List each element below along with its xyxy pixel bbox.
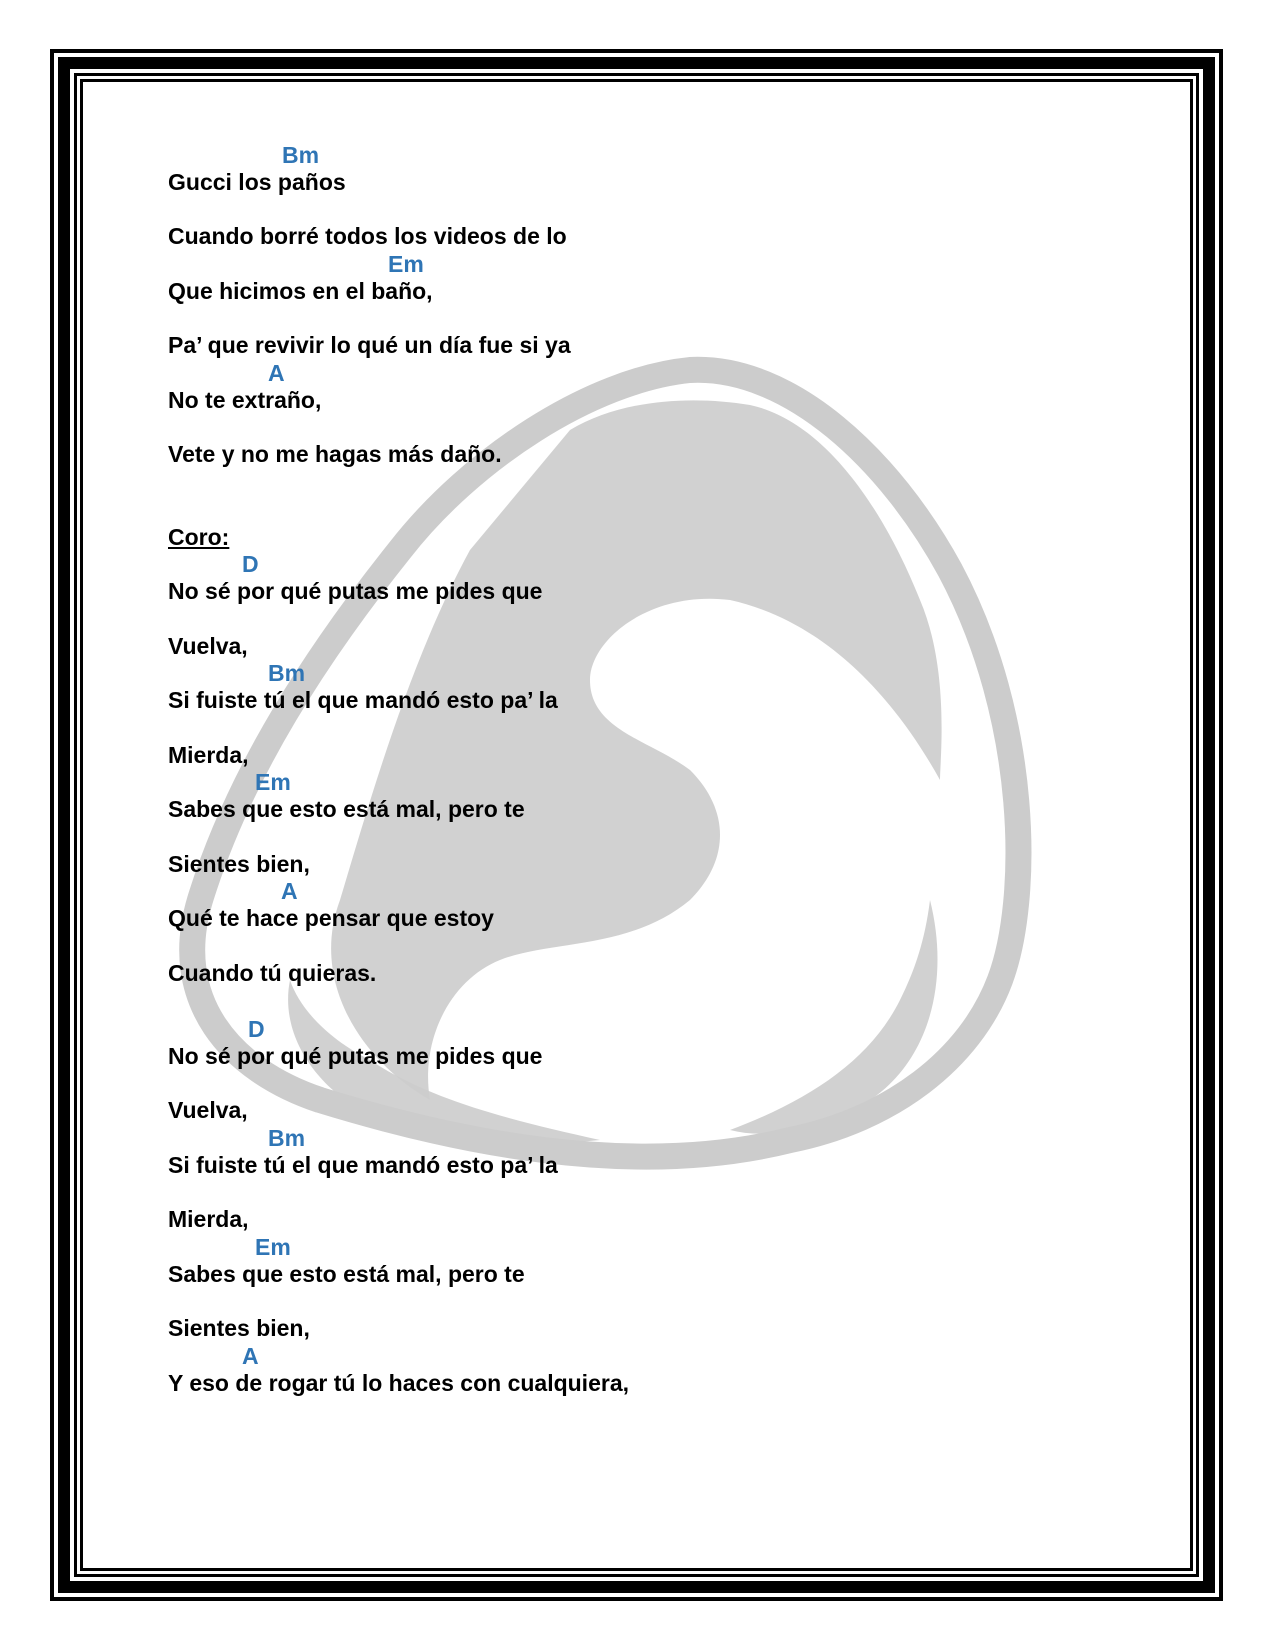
- lyric-line: No sé por qué putas me pides que: [168, 578, 543, 604]
- chord-label: Em: [255, 769, 291, 795]
- lyric-line: Qué te hace pensar que estoy: [168, 905, 494, 931]
- lyric-line: Si fuiste tú el que mandó esto pa’ la: [168, 687, 558, 713]
- section-heading: Coro:: [168, 524, 230, 550]
- lyric-line: Y eso de rogar tú lo haces con cualquiera,: [168, 1370, 629, 1396]
- lyric-line: Cuando borré todos los videos de lo: [168, 223, 567, 249]
- lyric-line: Que hicimos en el baño,: [168, 278, 433, 304]
- lyric-line: Vete y no me hagas más daño.: [168, 441, 502, 467]
- lyric-line: No te extraño,: [168, 387, 322, 413]
- chord-label: Em: [255, 1234, 291, 1260]
- lyric-line: Gucci los paños: [168, 169, 346, 195]
- lyric-line: Vuelva,: [168, 633, 248, 659]
- lyric-line: Cuando tú quieras.: [168, 960, 377, 986]
- lyric-line: Mierda,: [168, 742, 249, 768]
- lyric-line: No sé por qué putas me pides que: [168, 1043, 543, 1069]
- chord-label: Em: [388, 251, 424, 277]
- lyric-line: Si fuiste tú el que mandó esto pa’ la: [168, 1152, 558, 1178]
- chord-label: A: [268, 360, 285, 386]
- chord-label: Bm: [282, 142, 320, 168]
- lyric-line: Sientes bien,: [168, 1315, 310, 1341]
- lyric-line: Pa’ que revivir lo qué un día fue si ya: [168, 332, 571, 358]
- lyric-line: Sabes que esto está mal, pero te: [168, 1261, 525, 1287]
- lyric-line: Sabes que esto está mal, pero te: [168, 796, 525, 822]
- chord-label: Bm: [268, 1125, 306, 1151]
- lyric-line: Vuelva,: [168, 1097, 248, 1123]
- chord-label: A: [242, 1343, 259, 1369]
- chord-label: D: [248, 1016, 265, 1042]
- chord-label: Bm: [268, 660, 306, 686]
- lyric-line: Mierda,: [168, 1206, 249, 1232]
- chord-label: D: [242, 551, 259, 577]
- lyric-line: Sientes bien,: [168, 851, 310, 877]
- chord-label: A: [281, 878, 298, 904]
